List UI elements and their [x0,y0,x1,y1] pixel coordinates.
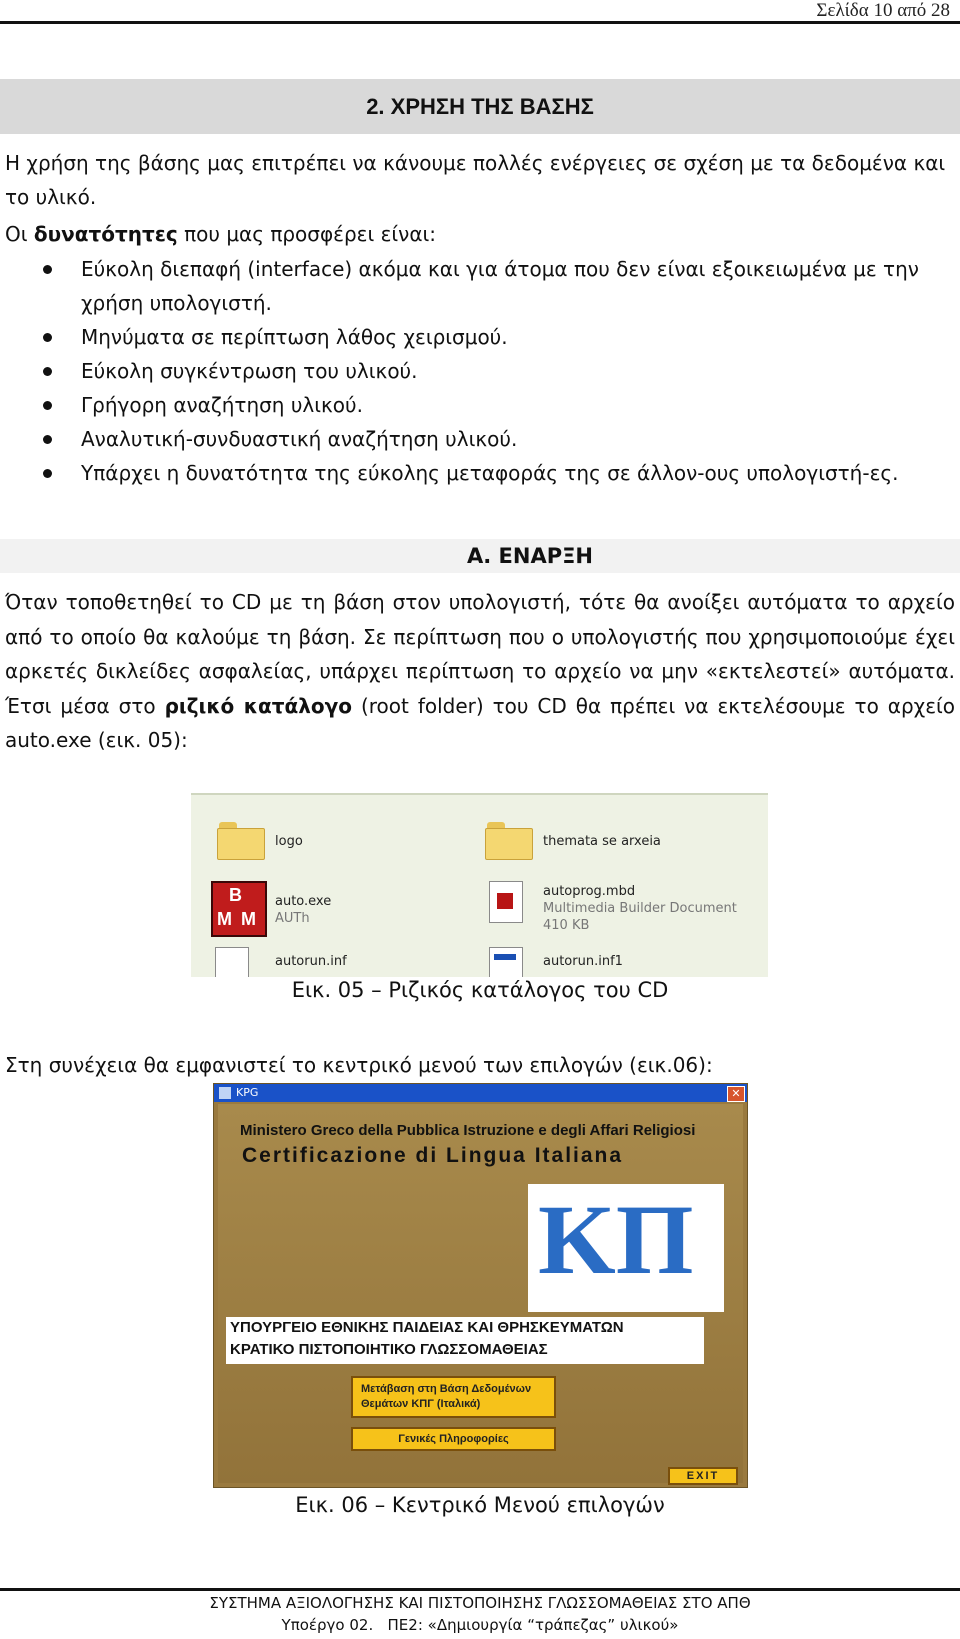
list-item [0,422,960,456]
file-themata: themata se arxeia [543,834,661,849]
capabilities-suffix: που μας προσφέρει είναι: [177,222,437,246]
list-item-text: Μηνύματα σε περίπτωση λάθος χειρισμού. [81,325,508,349]
file-logo: logo [275,834,303,849]
list-item [0,320,960,354]
list-item [0,456,960,490]
bullet-icon [43,401,52,410]
figure-06-caption: Εικ. 06 – Κεντρικό Μενού επιλογών [295,1493,665,1517]
inf1-file-icon [489,947,523,977]
main-menu-screenshot [213,1083,748,1488]
capabilities-bold: δυνατότητες [33,222,178,246]
bullet-icon [43,333,52,342]
list-item [0,354,960,388]
bullet-icon [43,265,52,274]
bullet-icon [43,367,52,376]
capabilities-prefix: Οι [5,222,34,246]
list-item-text: Εύκολη συγκέντρωση του υλικού. [81,359,418,383]
start-text-2: (root folder) του CD θα πρέπει να εκτελέσουμε το αρχείο auto.exe (εικ. 05): [5,693,956,752]
folder-icon [485,820,531,858]
footer-line-1: ΣΥΣΤΗΜΑ ΑΞΙΟΛΟΓΗΣΗΣ ΚΑΙ ΠΙΣΤΟΠΟΙΗΣΗΣ ΓΛΩΣΣΟΜΑΘΕΙΑΣ ΣΤΟ ΑΠΘ [209,1594,751,1612]
inf-file-icon [215,947,249,977]
figure-05-caption: Εικ. 05 – Ριζικός κατάλογος του CD [291,978,669,1002]
database-button[interactable] [351,1376,556,1418]
list-item-text: Αναλυτική-συνδυαστική αναζήτηση υλικού. [81,427,518,451]
list-item [0,388,960,422]
multimedia-builder-icon: B M M [211,881,267,937]
list-item [0,252,960,320]
section-title: 2. ΧΡΗΣΗ ΤΗΣ ΒΑΣΗΣ [366,94,594,119]
folder-icon [217,820,263,858]
file-auto-exe: auto.exe AUTh [275,894,332,926]
menu-panel [218,1104,743,1483]
mbd-document-icon [489,881,523,923]
window-titlebar [214,1084,747,1102]
header-rule [0,21,960,24]
file-autoprog: autoprog.mbd Multimedia Builder Document 410 KB [543,884,737,933]
next-paragraph: Στη συνέχεια θα εμφανιστεί το κεντρικό μενού των επιλογών (εικ.06): [5,1053,713,1077]
kpg-logo: ΚΠ [528,1184,724,1312]
ministry-line: Ministero Greco della Pubblica Istruzione e degli Affari Religiosi [240,1122,696,1139]
certification-line: Certificazione di Lingua Italiana [242,1144,624,1167]
list-item-text: Εύκολη διεπαφή (interface) ακόμα και για άτομα που δεν είναι εξοικειωμένα με την χρήση υπολογιστή. [81,257,919,315]
root-folder-screenshot [191,793,768,977]
capabilities-list [0,252,960,490]
database-button-line2: Θεμάτων ΚΠΓ (Ιταλικά) [361,1398,481,1410]
footer-line-2: Υποέργο 02. ΠΕ2: «Δημιουργία “τράπεζας” υλικού» [281,1616,679,1634]
start-paragraph [5,585,955,758]
root-folder-bold: ριζικό κατάλογο [164,693,353,718]
footer-rule [0,1588,960,1591]
file-autorun-inf: autorun.inf [275,954,347,969]
bullet-icon [43,435,52,444]
ministry-greek-line: ΥΠΟΥΡΓΕΙΟ ΕΘΝΙΚΗΣ ΠΑΙΔΕΙΑΣ ΚΑΙ ΘΡΗΣΚΕΥΜΑΤΩΝ [230,1319,624,1336]
certificate-greek-line: ΚΡΑΤΙΚΟ ΠΙΣΤΟΠΟΙΗΤΙΚΟ ΓΛΩΣΣΟΜΑΘΕΙΑΣ [230,1341,548,1358]
page-number: Σελίδα 10 από 28 [816,0,950,21]
capabilities-line [5,217,955,251]
bullet-icon [43,469,52,478]
close-icon[interactable]: ✕ [727,1086,745,1102]
general-info-button[interactable]: Γενικές Πληροφορίες [351,1427,556,1451]
list-item-text: Γρήγορη αναζήτηση υλικού. [81,393,363,417]
file-autorun-inf1: autorun.inf1 [543,954,623,969]
start-text-1: Όταν τοποθετηθεί το CD με τη βάση στον υπολογιστή, τότε θα ανοίξει αυτόματα το αρχείο από το οποίο θα καλούμε τη βάση. Σε περίπτωση που ο υπολογιστής που χρησιμοποιούμε έχει αρκετές δικλείδες ασφαλείας, υπάρχει περίπτωση το αρχείο να μην «εκτελεστεί» αυτόματα. Έτσι μέσα στο [5,590,955,718]
intro-paragraph: Η χρήση της βάσης μας επιτρέπει να κάνουμε πολλές ενέργειες σε σχέση με τα δεδομένα και το υλικό. [5,151,946,209]
app-icon [219,1087,231,1099]
subsection-title: Α. ΕΝΑΡΞΗ [467,544,593,568]
window-title: KPG [236,1086,259,1099]
list-item-text: Υπάρχει η δυνατότητα της εύκολης μεταφοράς της σε άλλον-ους υπολογιστή-ες. [81,461,899,485]
exit-button[interactable]: EXIT [668,1467,738,1485]
database-button-line1: Μετάβαση στη Βάση Δεδομένων [361,1383,532,1395]
